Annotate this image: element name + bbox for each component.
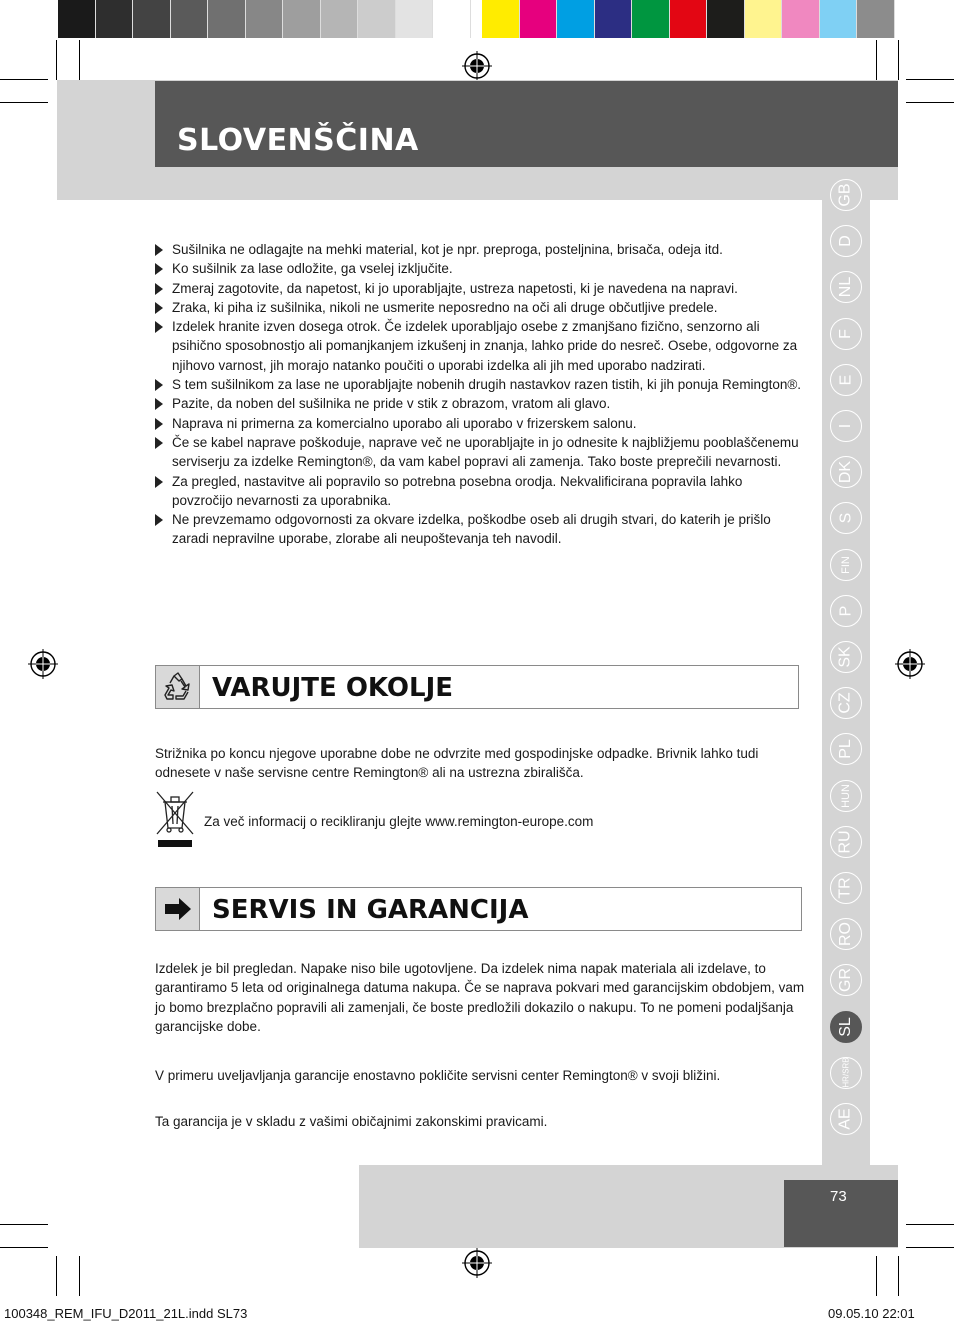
crop-mark	[898, 40, 899, 80]
language-tab-label: FIN	[839, 555, 852, 574]
warranty-contact: V primeru uveljavljanja garancije enostavno pokličite servisni center Remington® v svoji bližini.	[155, 1068, 721, 1083]
language-tab[interactable]	[830, 1057, 862, 1089]
language-tab[interactable]	[830, 410, 862, 442]
language-tab-label: PL	[836, 739, 854, 760]
language-tab-label: HR/SRB	[841, 1057, 851, 1088]
language-tab-label: HUN	[840, 783, 852, 808]
bullet-triangle-icon	[155, 302, 163, 314]
color-swatch	[433, 0, 471, 38]
language-tab-label: RO	[837, 922, 854, 947]
color-swatch	[396, 0, 434, 38]
list-item-text: Za pregled, nastavitve ali popravilo so potrebna posebna orodja. Nekvalificirana popravila lahko povzročijo nevarnosti za uporabnika.	[172, 473, 743, 508]
list-item	[155, 317, 805, 375]
service-heading	[155, 887, 802, 931]
page-number: 73	[830, 1188, 847, 1205]
language-tab[interactable]	[830, 964, 862, 996]
environment-paragraph: Strižnika po koncu njegove uporabne dobe ne odvrzite med gospodinjske odpadke. Brivnik lahko tudi odnesete v naše servisne centre Remington® ali na ustrezna zbirališča.	[155, 746, 759, 781]
color-swatch	[557, 0, 595, 38]
language-tab-label: I	[836, 423, 854, 429]
list-item	[155, 240, 805, 259]
bullet-triangle-icon	[155, 379, 163, 391]
crop-mark	[906, 1224, 954, 1225]
list-item-text: S tem sušilnikom za lase ne uporabljajte nobenih drugih nastavkov razen tistih, ki jih ponuja Remington®.	[172, 377, 802, 393]
crop-mark	[79, 1256, 80, 1296]
registration-mark-icon	[28, 649, 58, 679]
list-item-text: Ne prevzemamo odgovornosti za okvare izdelka, poškodbe oseb ali drugih stvari, do katerih je prišlo zaradi nepravilne uporabe, zlorabe ali neupoštevanja teh navodil.	[172, 512, 771, 547]
language-tab[interactable]	[830, 549, 862, 581]
footer-date: 09.05.10 22:01	[828, 1306, 915, 1321]
language-tab[interactable]	[830, 502, 862, 534]
recycling-note: Za več informacij o recikliranju glejte www.remington-europe.com	[204, 814, 594, 829]
safety-list	[155, 240, 805, 549]
language-tab[interactable]	[830, 826, 862, 858]
bullet-triangle-icon	[155, 398, 163, 410]
footer-file-info: 100348_REM_IFU_D2011_21L.indd SL73	[4, 1306, 248, 1321]
list-item-text: Zraka, ki piha iz sušilnika, nikoli ne usmerite neposredno na oči ali druge občutljive predele.	[172, 299, 718, 315]
crop-mark	[56, 40, 57, 80]
list-item	[155, 259, 805, 278]
color-swatch	[208, 0, 246, 38]
language-tabs	[822, 170, 870, 1165]
color-swatch	[632, 0, 670, 38]
crop-mark	[906, 102, 954, 103]
language-tab[interactable]	[830, 1011, 862, 1043]
color-swatch	[745, 0, 783, 38]
crop-mark	[0, 1247, 48, 1248]
color-swatch	[482, 0, 520, 38]
color-swatches	[482, 0, 895, 38]
warranty-rights: Ta garancija je v skladu z vašimi običajnimi zakonskimi pravicami.	[155, 1114, 548, 1129]
language-tab-label: E	[836, 374, 854, 386]
crop-mark	[0, 1224, 48, 1225]
language-tab-label: S	[836, 513, 854, 524]
crossed-bin-icon	[155, 790, 195, 848]
bullet-triangle-icon	[155, 476, 163, 488]
language-tab-label: D	[837, 235, 854, 247]
language-tab[interactable]	[830, 318, 862, 350]
crop-mark	[898, 1256, 899, 1296]
language-tab[interactable]	[830, 225, 862, 257]
color-swatch	[820, 0, 858, 38]
language-tab[interactable]	[830, 271, 862, 303]
color-swatch	[595, 0, 633, 38]
language-tab-label: SK	[837, 646, 854, 668]
language-tab[interactable]	[830, 780, 862, 812]
service-title: SERVIS IN GARANCIJA	[212, 895, 529, 925]
language-tab[interactable]	[830, 179, 862, 211]
color-swatch	[358, 0, 396, 38]
crop-mark	[906, 1247, 954, 1248]
list-item-text: Naprava ni primerna za komercialno uporabo ali uporabo v frizerskem salonu.	[172, 415, 637, 431]
crop-mark	[56, 1256, 57, 1296]
language-tab[interactable]	[830, 733, 862, 765]
registration-mark-icon	[462, 1248, 492, 1278]
environment-title: VARUJTE OKOLJE	[212, 673, 454, 703]
language-tab[interactable]	[830, 918, 862, 950]
bullet-triangle-icon	[155, 321, 163, 333]
color-swatch	[520, 0, 558, 38]
crop-mark	[0, 102, 48, 103]
color-swatch	[96, 0, 134, 38]
grayscale-swatches	[58, 0, 471, 38]
bullet-triangle-icon	[155, 283, 163, 295]
header-bar	[155, 81, 898, 167]
color-swatch	[246, 0, 284, 38]
list-item	[155, 375, 805, 394]
language-tab[interactable]	[830, 641, 862, 673]
list-item	[155, 394, 805, 413]
recycle-icon	[156, 666, 200, 708]
list-item	[155, 279, 805, 298]
language-tab-label: DK	[836, 461, 854, 484]
list-item	[155, 414, 805, 433]
arrow-right-icon	[156, 888, 200, 930]
bullet-triangle-icon	[155, 263, 163, 275]
environment-heading	[155, 665, 799, 709]
language-tab-label: SL	[836, 1016, 854, 1037]
language-tab[interactable]	[830, 872, 862, 904]
color-swatch	[283, 0, 321, 38]
page-number-box	[784, 1180, 898, 1247]
color-swatch	[782, 0, 820, 38]
color-swatch	[321, 0, 359, 38]
language-tab-label: GR	[837, 968, 854, 993]
list-item	[155, 510, 805, 549]
color-swatch	[171, 0, 209, 38]
language-tab-label: P	[836, 605, 854, 617]
color-swatch	[670, 0, 708, 38]
language-tab[interactable]	[830, 364, 862, 396]
crop-mark	[876, 1256, 877, 1296]
page-title: SLOVENŠČINA	[177, 123, 419, 158]
bullet-triangle-icon	[155, 418, 163, 430]
list-item-text: Če se kabel naprave poškoduje, naprave več ne uporabljajte in jo odnesite k najbližjemu pooblaščenemu serviserju za izdelke Remington®, da vam kabel popravi ali zamenja. Tako boste preprečili nevarnosti.	[172, 434, 799, 470]
language-tab[interactable]	[830, 456, 862, 488]
bullet-triangle-icon	[155, 514, 163, 526]
warranty-paragraph: Izdelek je bil pregledan. Napake niso bile ugotovljene. Da izdelek nima napak materiala ali izdelave, to garantiramo 5 leta od originalnega datuma nakupa. Če se naprava pokvari med garancijskim obdobjem, vam jo bomo brezplačno popravili ali zamenjali, če boste predložili dokazilo o nakupu. To ne pomeni podaljšanja garancijske dobe.	[155, 961, 805, 1034]
crop-mark	[0, 79, 48, 80]
color-swatch	[58, 0, 96, 38]
language-tab[interactable]	[830, 687, 862, 719]
color-swatch	[133, 0, 171, 38]
bullet-triangle-icon	[155, 244, 163, 256]
language-tab[interactable]	[830, 1103, 862, 1135]
list-item-text: Ko sušilnik za lase odložite, ga vselej izklјučite.	[172, 261, 453, 277]
language-tab[interactable]	[830, 595, 862, 627]
color-swatch	[707, 0, 745, 38]
bullet-triangle-icon	[155, 437, 163, 449]
language-tab-label: CZ	[836, 692, 854, 714]
registration-mark-icon	[462, 51, 492, 81]
list-item	[155, 472, 805, 511]
language-tab-label: RU	[836, 830, 854, 854]
list-item-text: Izdelek hranite izven dosega otrok. Če izdelek uporabljajo osebe z zmanjšano fizično, senzorno ali psihično sposobnostjo ali pomanjkanjem izkušenj in znanja, lahko pride do nesreč. Osebe, odgovorne za njihovo varnost, jih morajo natanko poučiti o uporabi izdelka ali jih med uporabo nadzirati.	[172, 319, 798, 373]
registration-mark-icon	[895, 649, 925, 679]
language-tab-label: NL	[836, 277, 854, 298]
language-tab-label: TR	[836, 877, 854, 899]
list-item-text: Sušilnika ne odlagajte na mehki material, kot je npr. preproga, posteljnina, brisača, odeja itd.	[172, 242, 723, 257]
language-tab-label: F	[837, 328, 854, 339]
color-swatch	[857, 0, 895, 38]
crop-mark	[79, 40, 80, 80]
language-tab-label: AE	[837, 1108, 854, 1130]
list-item	[155, 298, 805, 317]
list-item-text: Pazite, da noben del sušilnika ne pride v stik z obrazom, vratom ali glavo.	[172, 396, 611, 412]
list-item-text: Zmeraj zagotovite, da napetost, ki jo uporabljajte, ustreza napetosti, ki je navedena na napravi.	[172, 280, 738, 296]
list-item	[155, 433, 805, 472]
crop-mark	[876, 40, 877, 80]
crop-mark	[906, 79, 954, 80]
language-tab-label: GB	[837, 183, 854, 207]
